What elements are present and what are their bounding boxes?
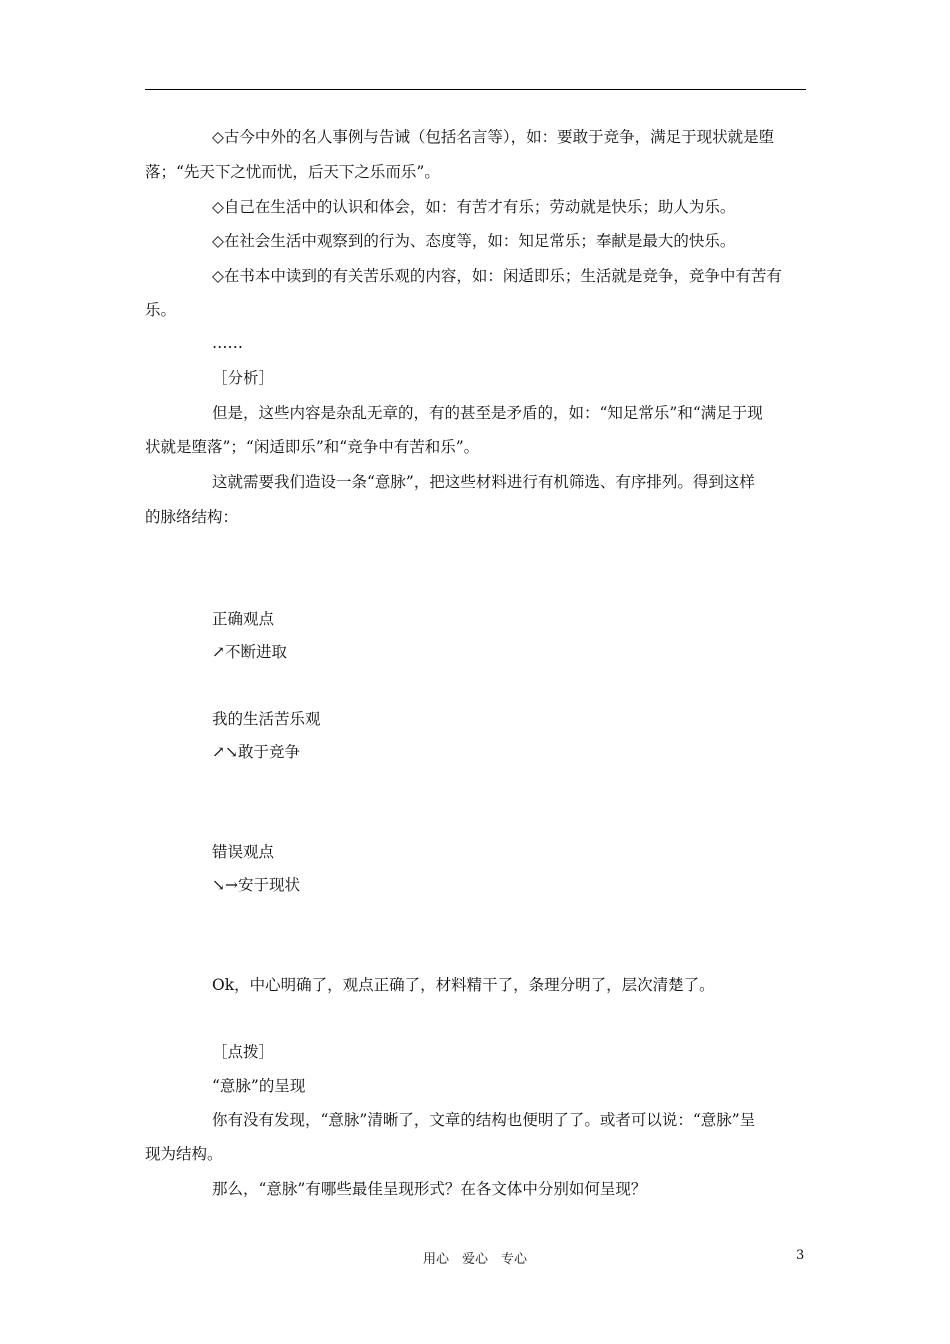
diagram-branch-compete: ↗↘敢于竞争 [212,743,300,761]
paragraph-presentation-line1: 你有没有发现，“意脉”清晰了，文章的结构也便明了了。或者可以说：“意脉”呈 [212,1111,756,1129]
conclusion: Ok，中心明确了，观点正确了，材料精干了，条理分明了，层次清楚了。 [212,976,715,994]
diagram-my-view: 我的生活苦乐观 [212,710,321,728]
paragraph-books-line2: 乐。 [145,301,177,319]
header-rule [145,89,806,90]
analysis-heading: ［分析］ [212,369,275,387]
paragraph-books-line1: ◇在书本中读到的有关苦乐观的内容，如：闲适即乐；生活就是竞争，竞争中有苦有 [212,267,782,285]
ellipsis: …… [212,334,243,352]
paragraph-question: 那么，“意脉”有哪些最佳呈现形式？在各文体中分别如何呈现？ [212,1180,647,1198]
paragraph-social-observation: ◇在社会生活中观察到的行为、态度等，如：知足常乐；奉献是最大的快乐。 [212,232,736,250]
hint-heading: ［点拨］ [212,1043,275,1061]
diagram-branch-content: ↘→安于现状 [212,876,300,894]
paragraph-analysis-line2: 状就是堕落”；“闲适即乐”和“竞争中有苦和乐”。 [145,438,480,456]
diagram-wrong-view: 错误观点 [212,843,275,861]
diagram-branch-progress: ↗不断进取 [212,643,287,661]
paragraph-structure-line2: 的脉络结构： [145,508,239,526]
paragraph-famous-examples-line2: 落；“先天下之忧而忧，后天下之乐而乐”。 [145,163,440,181]
paragraph-structure-line1: 这就需要我们造设一条“意脉”，把这些材料进行有机筛选、有序排列。得到这样 [212,473,755,491]
diagram-correct-view: 正确观点 [212,610,275,628]
paragraph-personal-experience: ◇自己在生活中的认识和体会，如：有苦才有乐；劳动就是快乐；助人为乐。 [212,198,736,216]
paragraph-analysis-line1: 但是，这些内容是杂乱无章的，有的甚至是矛盾的，如：“知足常乐”和“满足于现 [212,404,763,422]
paragraph-presentation-line2: 现为结构。 [145,1145,223,1163]
page-number: 3 [796,1248,805,1263]
section-title: “意脉”的呈现 [212,1077,306,1095]
paragraph-famous-examples-line1: ◇古今中外的名人事例与告诫（包括名言等），如：要敢于竞争，满足于现状就是堕 [212,128,775,146]
page-footer: 用心 爱心 专心 [422,1252,527,1267]
